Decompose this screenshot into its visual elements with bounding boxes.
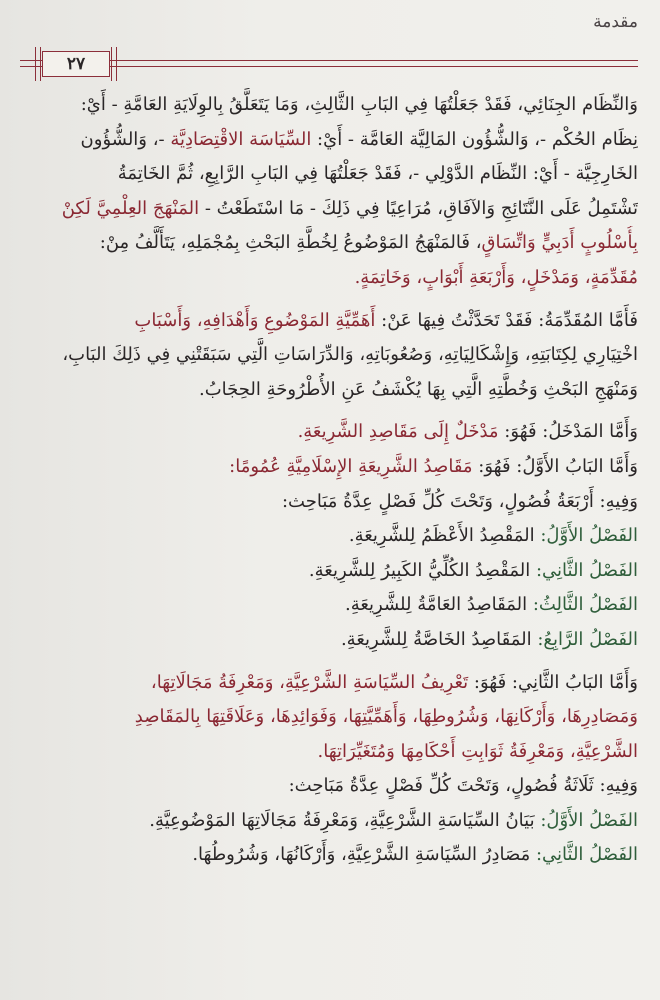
text-segment: المَقْصِدُ الأَعْظَمُ لِلشَّرِيعَةِ. [348, 525, 535, 547]
text-segment: بَيَانُ السِّيَاسَةِ الشَّرْعِيَّةِ، وَمَعْرِفَةُ مَجَالَاتِهَا المَوْضُوعِيَّةِ. [149, 809, 535, 831]
text-segment: نِظَام الحُكْم -، وَالشُّؤُون المَالِيَّة العَامَّة - أَيْ: [311, 128, 638, 150]
text-segment: الفَصْلُ الثَّانِي: [530, 844, 638, 866]
text-line [20, 804, 638, 839]
text-line [20, 838, 638, 873]
text-segment: السِّيَاسَة الاقْتِصَادِيَّة [170, 128, 312, 150]
text-segment: مُقَدِّمَةٍ، وَمَدْخَلٍ، وَأَرْبَعَةِ أَبْوَابٍ، وَخَاتِمَةٍ. [354, 266, 638, 288]
paragraph-gap [20, 658, 638, 666]
text-line [20, 192, 638, 227]
page-number: ٢٧ [42, 51, 110, 77]
text-line [20, 735, 638, 770]
text-line [20, 450, 638, 485]
text-segment: وَأَمَّا البَابُ الأَوَّلُ: فَهُوَ: [472, 455, 638, 477]
text-line [20, 700, 638, 735]
text-line [20, 519, 638, 554]
text-line [20, 373, 638, 408]
text-segment: المَقْصِدُ الكُلِّيُّ الكَبِيرُ لِلشَّرِيعَةِ. [308, 559, 531, 581]
text-line [20, 666, 638, 701]
text-line [20, 261, 638, 296]
text-segment: مَصَادِرُ السِّيَاسَةِ الشَّرْعِيَّةِ، وَأَرْكَانُهَا، وَشُرُوطُهَا. [192, 844, 531, 866]
text-segment: تَشْتَمِلُ عَلَى النَّتَائِجِ وَالآفَاقِ، مُرَاعِيًا فِي ذَلِكَ - مَا اسْتَطَعْتُ - [199, 197, 638, 219]
text-segment: -، وَالشُّؤُون [80, 128, 171, 150]
text-line [20, 304, 638, 339]
body-text [20, 88, 638, 873]
text-segment: وَفِيهِ: ثَلَاثَةُ فُصُولٍ، وَتَحْتَ كُلِّ فَصْلٍ عِدَّةُ مَبَاحِث: [288, 775, 638, 797]
text-segment: وَفِيهِ: أَرْبَعَةُ فُصُولٍ، وَتَحْتَ كُلِّ فَصْلٍ عِدَّةُ مَبَاحِث: [281, 490, 638, 512]
text-segment: المَنْهَجَ العِلْمِيَّ لَكِنْ [61, 197, 200, 219]
text-segment: الخَارِجِيَّة - أَيْ: النِّظَام الدَّوْلِي -، فَقَدْ جَعَلْتُهَا فِي البَابِ الرَّابِعِ، ثُمَّ الخَاتِمَةُ [117, 163, 638, 185]
text-segment: تَعْرِيفُ السِّيَاسَةِ الشَّرْعِيَّةِ، وَمَعْرِفَةُ مَجَالَاتِهَا، [150, 671, 469, 693]
text-segment: الفَصْلُ الأَوَّلُ: [534, 809, 638, 831]
text-line [20, 226, 638, 261]
text-segment: مَدْخَلٌ إِلَى مَقَاصِدِ الشَّرِيعَةِ. [297, 421, 499, 443]
text-segment: أَهَمِّيَّةِ المَوْضُوعِ وَأَهْدَافِهِ، وَأَسْبَابِ [134, 309, 376, 331]
text-line [20, 88, 638, 123]
running-title: مقدمة [593, 12, 638, 32]
text-line [20, 338, 638, 373]
text-segment: الفَصْلُ الرَّابِعُ: [531, 628, 638, 650]
text-segment: فَأَمَّا المُقَدِّمَةُ: فَقَدْ تَحَدَّثْتُ فِيهَا عَنْ: [375, 309, 638, 331]
text-segment: وَأَمَّا البَابُ الثَّانِي: فَهُوَ: [468, 671, 638, 693]
text-line [20, 415, 638, 450]
text-segment: الفَصْلُ الأَوَّلُ: [534, 525, 638, 547]
text-segment: الشَّرْعِيَّةِ، وَمَعْرِفَةُ ثَوَابِتِ أَحْكَامِهَا وَمُتَغَيِّرَاتِهَا. [317, 740, 638, 762]
text-line [20, 554, 638, 589]
text-segment: بِأُسْلُوبٍ أَدَبِيٍّ وَاتِّسَاقٍ [481, 232, 638, 254]
text-segment: مَقَاصِدُ الشَّرِيعَةِ الإِسْلَامِيَّةِ عُمُومًا: [229, 455, 473, 477]
text-segment: وَالنِّظَام الجِنَائِي، فَقَدْ جَعَلْتُهَا فِي البَابِ الثَّالِثِ، وَمَا يَتَعَلَّقُ بِالوِلَايَةِ العَامَّةِ - أَيْ: [80, 94, 638, 115]
text-segment: وَمَصَادِرِهَا، وَأَرْكَانِهَا، وَشُرُوطِهَا، وَأَهَمِّيَّتِهَا، وَفَوَائِدِهَا، وَعَلَاقَتِهَا بِالمَقَاصِدِ [134, 706, 638, 728]
text-segment: اخْتِيَارِي لِكِتَابَتِهِ، وَإِشْكَالِيَاتِهِ، وَصُعُوبَاتِهِ، وَالدِّرَاسَاتِ الَّتِي سَبَقَتْنِي فِي ذَلِكَ البَابِ، [62, 344, 638, 366]
text-line [20, 123, 638, 158]
text-line [20, 157, 638, 192]
text-segment: المَقَاصِدُ العَامَّةُ لِلشَّرِيعَةِ. [344, 594, 528, 616]
text-line [20, 588, 638, 623]
text-line [20, 623, 638, 658]
paragraph-gap [20, 407, 638, 415]
text-segment: الفَصْلُ الثَّانِي: [530, 559, 638, 581]
text-line [20, 485, 638, 520]
text-segment: ، فَالمَنْهَجُ المَوْضُوعُ لِخُطَّةِ البَحْثِ بِمُجْمَلِهِ، يَتَأَلَّفُ مِنْ: [99, 232, 482, 254]
text-segment: وَأَمَّا المَدْخَلُ: فَهُوَ: [498, 421, 638, 443]
paragraph-gap [20, 296, 638, 304]
text-segment: وَمَنْهَجِ البَحْثِ وَخُطَّتِهِ الَّتِي بِهَا يُكْشَفُ عَنِ الأُطْرُوحَةِ الحِجَابُ. [199, 378, 638, 400]
text-segment: الفَصْلُ الثَّالِثُ: [527, 594, 638, 616]
text-line [20, 769, 638, 804]
text-segment: المَقَاصِدُ الخَاصَّةُ لِلشَّرِيعَةِ. [340, 628, 532, 650]
